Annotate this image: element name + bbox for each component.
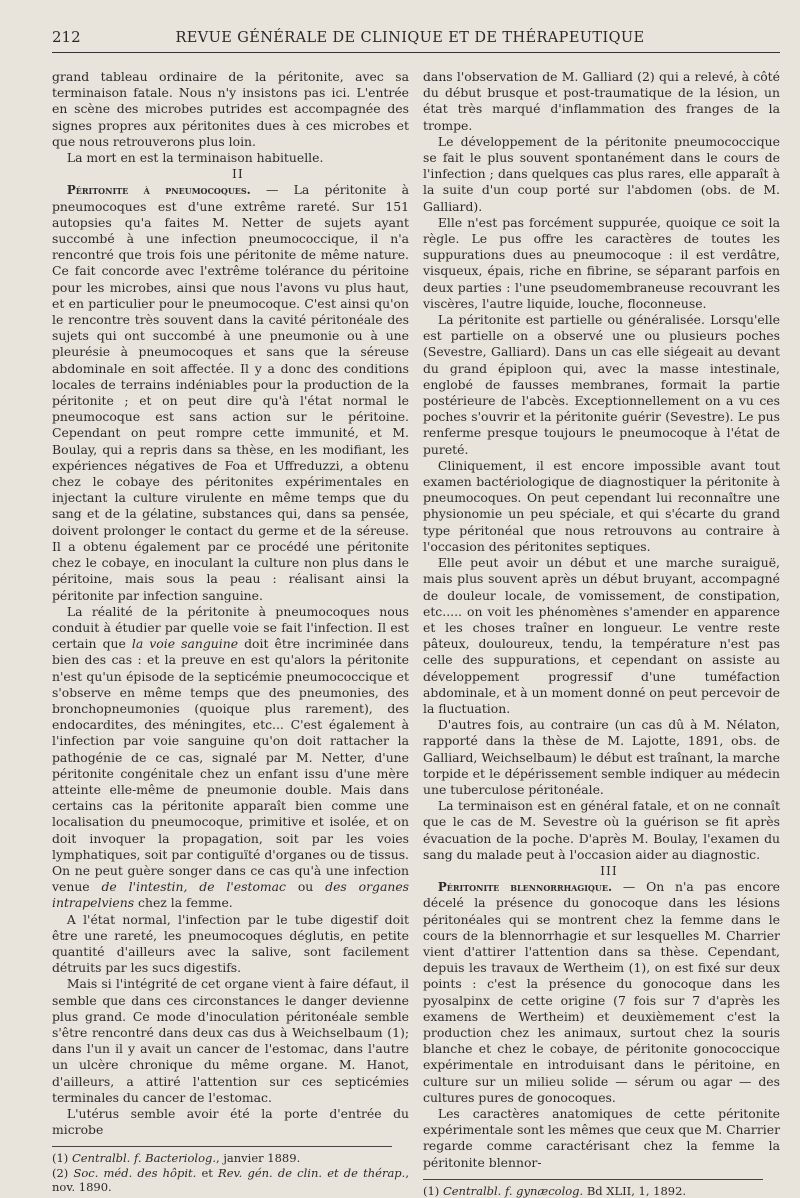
footnote-text: , janvier 1889. [216, 1151, 301, 1166]
footnote-text: , nov. 1890. [52, 1165, 409, 1195]
paragraph: La péritonite est partielle ou généralisée. Lorsqu'elle est partielle on a observé une ou plusieurs poches (Sevestre, Galliard). Dans un cas elle siégeait au devant du grand épiploon qui, avec la masse intestinale, englobé de fausses membranes, formait la partie postérieure de l'abcès. Exceptionnellement on a vu ces poches s'ouvrir et la péritonite guérir (Sevestre). Le pus renferme presque toujours le pneumocoque à l'état de pureté. [423, 312, 780, 457]
paragraph: Mais si l'intégrité de cet organe vient à faire défaut, il semble que dans ces circonstances le danger devienne plus grand. Ce mode d'inoculation péritonéale semble s'être rencontré dans deux cas dus à Weichselbaum (1); dans l'un il y avait un cancer de l'estomac, dans l'autre un ulcère chronique du même organe. M. Hanot, d'ailleurs, a attiré l'attention sur ces septicémies terminales du cancer de l'estomac. [52, 976, 409, 1105]
right-column [423, 69, 780, 1198]
paragraph: A l'état normal, l'infection par le tube digestif doit être une rareté, les pneumocoques déglutis, en petite quantité d'ailleurs avec la salive, sont facilement détruits par les sucs digestifs. [52, 911, 409, 976]
footnote-text: et [196, 1165, 219, 1180]
citation-title: Rev. gén. de clin. et de thérap. [218, 1165, 406, 1180]
citation-title: Centralbl. f. gynæcolog. [442, 1183, 584, 1198]
paragraph: Elle peut avoir un début et une marche suraiguë, mais plus souvent après un début bruyant, accompagné de douleur locale, de vomissement, de constipation, etc..... on voit les phénomènes s'amender en apparence et les choses traîner en longueur. Le ventre reste pâteux, douloureux, tendu, la température n'est pas celle des suppurations, et cependant on assiste au développement progressif d'une tuméfaction abdominale, et à un moment donné on peut percevoir de la fluctuation. [423, 555, 780, 716]
citation-title: Soc. méd. des hôpit. [73, 1165, 197, 1180]
footnote-text: Bd XLII, 1, 1892. [583, 1183, 687, 1198]
paragraph: La mort en est la terminaison habituelle. [66, 150, 324, 166]
footnote-marker: (1) [423, 1183, 443, 1198]
emphasis: la voie sanguine [131, 636, 239, 652]
paragraph: Les caractères anatomiques de cette péritonite expérimentale sont les mêmes que ceux que M. Charrier regarde comme caractérisant chez la femme la péritonite blennor- [423, 1106, 780, 1170]
section-heading: Péritonite à pneumocoques. [66, 183, 251, 198]
paragraph: D'autres fois, au contraire (un cas dû à M. Nélaton, rapporté dans la thèse de M. Lajotte, 1891, obs. de Galliard, Weichselbaum) le début est traînant, la marche torpide et le dépérissement semble indiquer au médecin une tuberculose péritonéale. [423, 717, 780, 797]
paragraph: Le développement de la péritonite pneumococcique se fait le plus souvent spontanément dans le cours de l'infection ; dans quelques cas plus rares, elle apparaît à la suite d'un coup porté sur l'abdomen (obs. de M. Galliard). [423, 133, 780, 214]
paragraph: L'utérus semble avoir été la porte d'entrée du microbe [52, 1106, 409, 1138]
section-number: III [600, 862, 618, 878]
footnote-rule [423, 1179, 763, 1180]
paragraph-text: — La péritonite à pneumocoques est d'une extrême rareté. Sur 151 autopsies qu'a faites M. Netter de sujets ayant succombé à une infection pneumococcique, il n'a rencontré que trois fois une péritonite de même nature. Ce fait concorde avec l'extrême tolérance du péritoine pour les microbes, ainsi que nous l'avons vu plus haut, et en particulier pour le pneumocoque. C'est ainsi qu'on le rencontre très souvent dans la cavité péritonéale des sujets qui ont succombé à une pneumonie ou à une pleurésie à pneumocoques et sans que la séreuse abdominale en soit affectée. Il y a donc des conditions locales de terrains indéniables pour la production de la péritonite ; et on peut dire qu'à l'état normal le pneumocoque est sans action sur le péritoine. Cependant on peut rompre cette immunité, et M. Boulay, qui a repris dans sa thèse, en les modifiant, les expériences négatives de Foa et Uffreduzzi, a obtenu chez le cobaye des péritonites expérimentales en injectant la culture virulente en même temps que du sang et de la gélatine, substances qui, dans sa pensée, doivent prolonger le contact du germe et de la séreuse. Il a obtenu également par ce procédé une péritonite chez le cobaye, en inoculant la culture non plus dans le péritoine, mais sous la peau : réalisant ainsi la péritonite par infection sanguine. [52, 182, 409, 603]
citation-title: Centralbl. f. Bacteriolog. [71, 1151, 217, 1166]
section-heading: Péritonite blennorrhagique. [437, 880, 613, 895]
paragraph [52, 604, 409, 912]
emphasis: des organes intrapelviens [52, 879, 410, 911]
paragraph-text: chez la femme. [134, 895, 233, 911]
footnote-marker: (2) [52, 1165, 74, 1180]
left-column [52, 69, 409, 1198]
paragraph: grand tableau ordinaire de la péritonite, avec sa terminaison fatale. Nous n'y insistons pas ici. L'entrée en scène des microbes putrides est accompagnée des signes propres aux péritonites dues à ces microbes et que nous retrouverons plus loin. [52, 69, 409, 149]
paragraph: La terminaison est en général fatale, et on ne connaît que le cas de M. Sevestre où la guérison se fit après évacuation de la poche. D'après M. Boulay, l'examen du sang du malade peut à l'occasion aider au diagnostic. [423, 798, 780, 862]
footnote [52, 1151, 409, 1166]
paragraph-text: La réalité de la péritonite à pneumocoques nous conduit à étudier par quelle voie se fait l'infection. Il est certain que [52, 603, 409, 652]
running-title: REVUE GÉNÉRALE DE CLINIQUE ET DE THÉRAPEUTIQUE [175, 30, 645, 46]
paragraph: dans l'observation de M. Galliard (2) qui a relevé, à côté du début brusque et post-traumatique de la lésion, un état très marqué d'inflammation des franges de la trompe. [423, 69, 780, 133]
footnote-rule [52, 1146, 392, 1147]
paragraph: Cliniquement, il est encore impossible avant tout examen bactériologique de diagnostiquer la péritonite à pneumocoques. On peut cependant lui reconnaître une physionomie un peu spéciale, et qui s'écarte du grand type péritonéal que nous retrouvons au contraire à l'occasion des péritonites septiques. [423, 457, 780, 554]
footnote [423, 1184, 780, 1198]
emphasis: de l'intestin, de l'estomac [101, 879, 286, 895]
paragraph-text: — On n'a pas encore décelé la présence du gonocoque dans les lésions péritonéales qui se montrent chez la femme dans le cours de la blennorrhagie et sur lesquelles M. Charrier vient d'attirer l'attention dans sa thèse. Cependant, depuis les travaux de Wertheim (1), on est fixé sur deux points : c'est la présence du gonocoque dans les pyosalpinx de cette origine (7 fois sur 7 d'après les examens de Wertheim) et deuxièmement c'est la production chez les animaux, surtout chez la souris blanche et chez le cobaye, de péritonite gonococcique expérimentale en introduisant dans le péritoine, en culture sur un milieu solide — sérum ou agar — des cultures pures de gonocoques. [423, 879, 780, 1105]
paragraph-text: doit être incriminée dans bien des cas : et la preuve en est qu'alors la péritonite n'est qu'un épisode de la septicémie pneumococcique et s'observe en même temps que des pneumonies, des bronchopneumonies (quoique plus rarement), des endocardites, des méningites, etc... C'est également à l'infection par voie sanguine qu'on doit rattacher la pathogénie de ce cas, signalé par M. Netter, d'une péritonite congénitale chez un enfant issu d'une mère atteinte elle-même de pneumonie double. Mais dans certains cas la péritonite apparaît bien comme une localisation du pneumocoque, primitive et isolée, et on doit invoquer la propagation, soit par les voies lymphatiques, soit par contiguïté d'organes ou de tissus. On ne peut guère songer dans ce cas qu'à une infection venue [52, 636, 409, 895]
footnote [52, 1166, 409, 1195]
text-columns [52, 69, 780, 1198]
paragraph-text: ou [286, 879, 326, 895]
page-number: 212 [52, 28, 81, 46]
paragraph [423, 879, 780, 1106]
paragraph [52, 182, 409, 603]
paragraph: Elle n'est pas forcément suppurée, quoique ce soit la règle. Le pus offre les caractères de toutes les suppurations dues au pneumocoque : il est verdâtre, visqueux, épais, riche en fibrine, se séparant parfois en deux parties : l'une pseudomembraneuse recouvrant les viscères, l'autre liquide, louche, floconneuse. [423, 214, 780, 311]
page-header [52, 28, 780, 53]
footnote-marker: (1) [52, 1151, 72, 1166]
section-number: II [232, 166, 244, 182]
